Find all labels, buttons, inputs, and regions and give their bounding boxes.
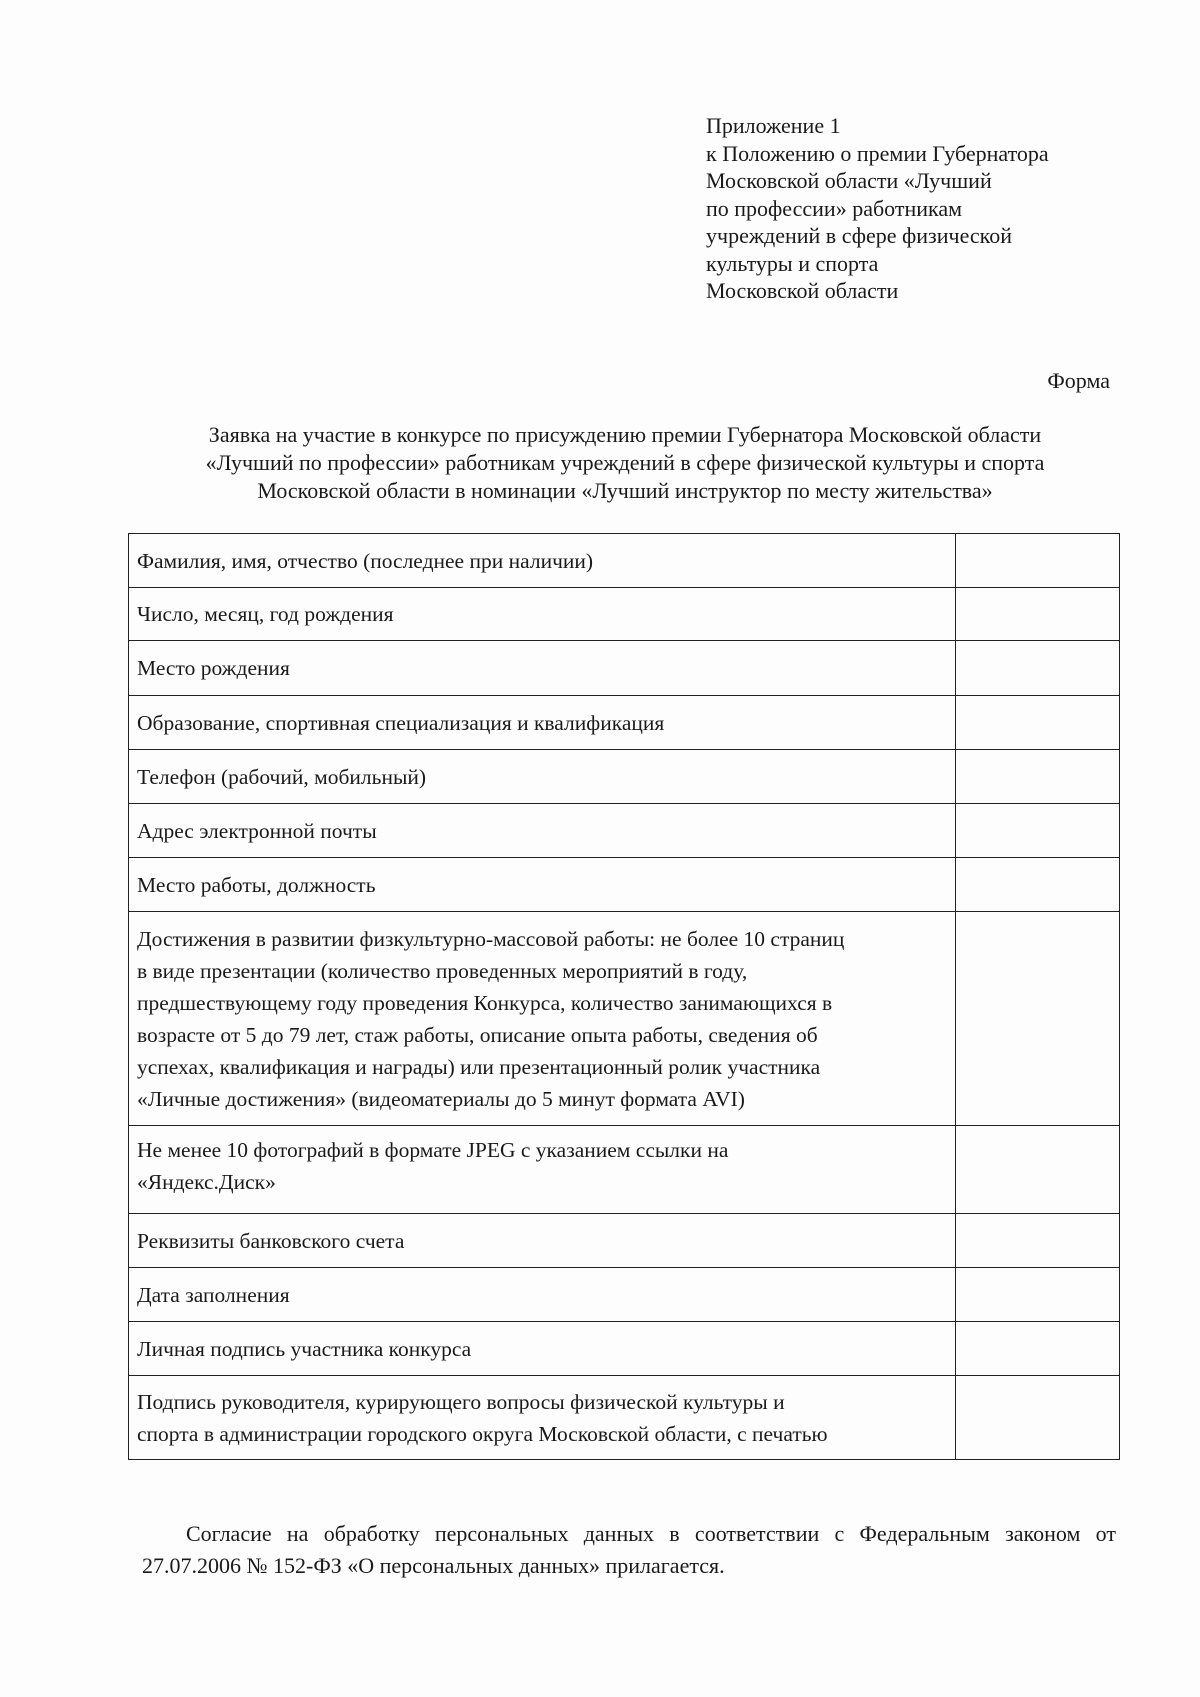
table-row xyxy=(129,696,1120,750)
table-row xyxy=(129,1214,1120,1268)
title-line: Московской области в номинации «Лучший инструктор по месту жительства» xyxy=(257,478,993,503)
row-value-cell[interactable] xyxy=(956,804,1120,858)
consent-paragraph: Согласие на обработку персональных данных в соответствии с Федеральным законом от 27.07.2006 № 152-ФЗ «О персональных данных» прилагается. xyxy=(142,1521,1116,1578)
title-line: «Лучший по профессии» работникам учреждений в сфере физической культуры и спорта xyxy=(205,450,1045,475)
application-form-table xyxy=(128,533,1120,1460)
row-label: Телефон (рабочий, мобильный) xyxy=(129,750,956,804)
appendix-line: Московской области xyxy=(706,278,899,303)
row-label: Реквизиты банковского счета xyxy=(129,1214,956,1268)
appendix-line: культуры и спорта xyxy=(706,250,879,276)
row-label: Образование, спортивная специализация и квалификация xyxy=(129,696,956,750)
title-line: Заявка на участие в конкурсе по присуждению премии Губернатора Московской области xyxy=(208,422,1042,447)
appendix-line: по профессии» работникам xyxy=(706,195,963,221)
row-label: Дата заполнения xyxy=(129,1268,956,1322)
appendix-header xyxy=(706,112,1126,305)
appendix-line: Московской области «Лучший xyxy=(706,168,992,193)
row-label: Подпись руководителя, курирующего вопросы физической культуры и спорта в администрации городского округа Московской области, с печатью xyxy=(129,1376,956,1460)
row-value-cell[interactable] xyxy=(956,588,1120,641)
row-label: Достижения в развитии физкультурно-массовой работы: не более 10 страниц в виде презентации (количество проведенных мероприятий в году, предшествующему году проведения Конкурса, количество занимающихся в возрасте от 5 до 79 лет, стаж работы, описание опыта работы, сведения об успехах, квалификация и награды) или презентационный ролик участника «Личные достижения» (видеоматериалы до 5 минут формата AVI) xyxy=(129,912,956,1126)
table-row xyxy=(129,534,1120,588)
table-row xyxy=(129,750,1120,804)
row-value-cell[interactable] xyxy=(956,1376,1120,1460)
table-row xyxy=(129,1126,1120,1214)
row-label: Не менее 10 фотографий в формате JPEG с указанием ссылки на «Яндекс.Диск» xyxy=(129,1126,956,1214)
row-label: Место рождения xyxy=(129,641,956,696)
row-value-cell[interactable] xyxy=(956,912,1120,1126)
appendix-line: Приложение 1 xyxy=(706,113,841,138)
document-title xyxy=(130,421,1120,505)
row-value-cell[interactable] xyxy=(956,641,1120,696)
table-row xyxy=(129,804,1120,858)
table-row xyxy=(129,1376,1120,1460)
table-row xyxy=(129,858,1120,912)
row-value-cell[interactable] xyxy=(956,858,1120,912)
row-label: Фамилия, имя, отчество (последнее при наличии) xyxy=(129,534,956,588)
row-value-cell[interactable] xyxy=(956,1268,1120,1322)
row-label: Число, месяц, год рождения xyxy=(129,588,956,641)
table-row xyxy=(129,912,1120,1126)
row-value-cell[interactable] xyxy=(956,1214,1120,1268)
row-value-cell[interactable] xyxy=(956,696,1120,750)
form-label: Форма xyxy=(1047,368,1110,393)
table-row xyxy=(129,1268,1120,1322)
row-label: Адрес электронной почты xyxy=(129,804,956,858)
row-label: Личная подпись участника конкурса xyxy=(129,1322,956,1376)
table-row xyxy=(129,588,1120,641)
row-value-cell[interactable] xyxy=(956,1126,1120,1214)
row-value-cell[interactable] xyxy=(956,1322,1120,1376)
row-label: Место работы, должность xyxy=(129,858,956,912)
row-value-cell[interactable] xyxy=(956,750,1120,804)
appendix-line: к Положению о премии Губернатора xyxy=(706,140,1049,166)
appendix-line: учреждений в сфере физической xyxy=(706,223,1012,248)
table-row xyxy=(129,641,1120,696)
table-row xyxy=(129,1322,1120,1376)
row-value-cell[interactable] xyxy=(956,534,1120,588)
